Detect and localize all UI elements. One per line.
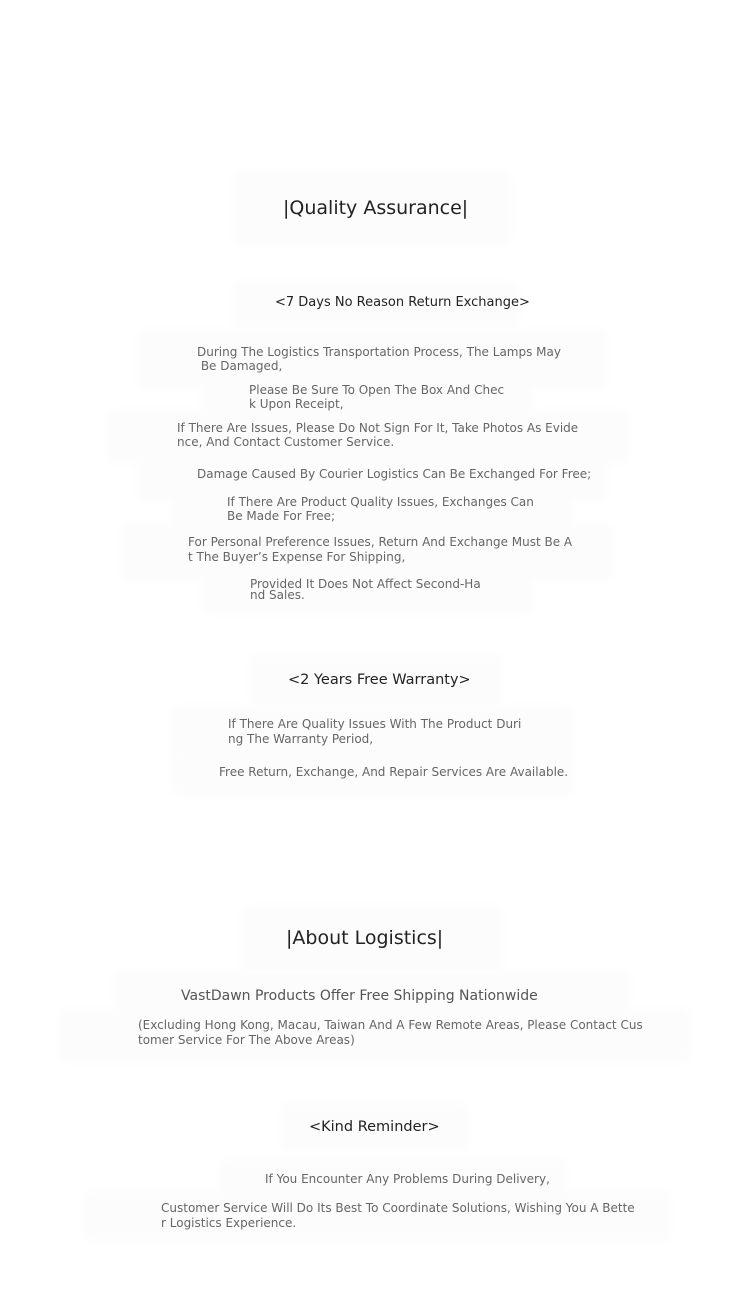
exclusion-text-line: tomer Service For The Above Areas) <box>138 1033 355 1047</box>
warranty-text-line: ng The Warranty Period, <box>228 732 374 746</box>
reminder-text-line: Customer Service Will Do Its Best To Coordinate Solutions, Wishing You A Bette <box>161 1201 635 1215</box>
return-text-line: Be Damaged, <box>197 359 283 373</box>
return-text-line: Please Be Sure To Open The Box And Chec <box>249 383 505 397</box>
reminder-text-line: If You Encounter Any Problems During Delivery, <box>265 1172 550 1186</box>
reminder-heading: <Kind Reminder> <box>309 1119 440 1135</box>
shipping-text: VastDawn Products Offer Free Shipping Nationwide <box>181 988 538 1004</box>
return-text-line: If There Are Issues, Please Do Not Sign For It, Take Photos As Evide <box>177 421 579 435</box>
return-text-line: Provided It Does Not Affect Second-Ha <box>250 577 481 591</box>
return-text-line: nce, And Contact Customer Service. <box>177 435 395 449</box>
return-text-line: Be Made For Free; <box>227 509 336 523</box>
reminder-text-line: r Logistics Experience. <box>161 1216 297 1230</box>
return-text-line: k Upon Receipt, <box>249 397 344 411</box>
return-text-line: Damage Caused By Courier Logistics Can Be Exchanged For Free; <box>197 467 592 481</box>
warranty-heading: <2 Years Free Warranty> <box>288 672 471 688</box>
return-text-line: For Personal Preference Issues, Return And Exchange Must Be A <box>188 535 573 549</box>
return-text-line: During The Logistics Transportation Process, The Lamps May <box>197 345 561 359</box>
warranty-text-line: Free Return, Exchange, And Repair Services Are Available. <box>219 765 569 779</box>
logistics-heading: |About Logistics| <box>286 927 444 949</box>
return-heading: <7 Days No Reason Return Exchange> <box>275 295 530 310</box>
quality-heading: |Quality Assurance| <box>283 197 469 219</box>
return-text-line: nd Sales. <box>250 588 305 602</box>
exclusion-text-line: (Excluding Hong Kong, Macau, Taiwan And A Few Remote Areas, Please Contact Cus <box>138 1018 643 1032</box>
warranty-text-line: If There Are Quality Issues With The Product Duri <box>228 717 522 731</box>
return-text-line: t The Buyer’s Expense For Shipping, <box>188 550 406 564</box>
return-text-line: If There Are Product Quality Issues, Exchanges Can <box>227 495 534 509</box>
